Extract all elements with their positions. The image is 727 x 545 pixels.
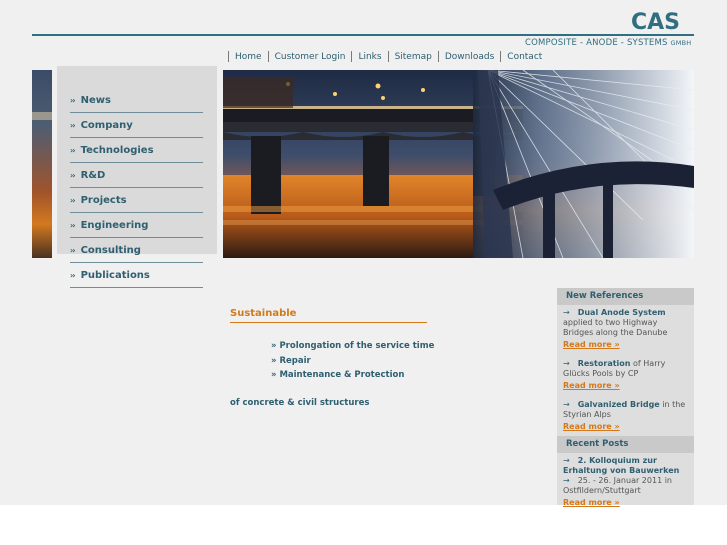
logo-subtitle <box>525 38 691 48</box>
sidebar-item-label: Projects <box>80 194 127 206</box>
top-navigation <box>222 51 542 62</box>
read-more-link[interactable]: Read more » <box>563 498 620 507</box>
read-more-link[interactable]: Read more » <box>563 422 620 431</box>
sidebar-item-technologies[interactable] <box>70 138 203 163</box>
reference-title: Dual Anode System <box>577 308 666 317</box>
nav-customer-login[interactable]: Customer Login <box>274 51 346 62</box>
posts-heading: Recent Posts <box>557 436 694 453</box>
hero-banner-image <box>223 70 694 258</box>
nav-separator <box>438 51 439 62</box>
sidebar-item-label: Company <box>80 119 133 131</box>
section-title: Sustainable <box>230 308 297 319</box>
double-chevron-icon: ›› <box>70 245 75 255</box>
bridge-deck-stripe <box>32 112 52 120</box>
post-text: 25. - 26. Januar 2011 in Ostfildern/Stuttgart <box>563 476 672 495</box>
section-title-underline <box>230 322 427 323</box>
arrow-right-icon: → <box>563 456 570 465</box>
nav-separator <box>268 51 269 62</box>
left-photo-strip <box>32 70 52 258</box>
list-item: » Repair <box>271 355 311 366</box>
sidebar-item-engineering[interactable] <box>70 213 203 238</box>
reference-text: of Harry Glücks Pools by CP <box>563 359 666 378</box>
double-chevron-icon: ›› <box>70 120 75 130</box>
double-chevron-icon: ›› <box>70 195 75 205</box>
arrow-right-icon: → <box>563 308 570 317</box>
arrow-right-icon: → <box>563 400 570 409</box>
service-list <box>271 339 434 383</box>
double-chevron-icon: ›› <box>70 220 75 230</box>
sidebar-item-label: R&D <box>80 169 106 181</box>
arrow-right-icon: → <box>563 476 570 485</box>
nav-links[interactable]: Links <box>358 51 382 62</box>
sidebar-navigation <box>70 88 203 288</box>
nav-separator <box>351 51 352 62</box>
post-title: 2. Kolloquium zur Erhaltung von Bauwerken <box>563 456 680 475</box>
reference-title: Galvanized Bridge <box>577 400 660 409</box>
sidebar-item-rnd[interactable] <box>70 163 203 188</box>
logo-gmbh: GMBH <box>670 39 692 47</box>
post-item <box>557 453 694 508</box>
right-column <box>557 288 694 505</box>
sidebar-item-label: Technologies <box>80 144 154 156</box>
sidebar-item-company[interactable] <box>70 113 203 138</box>
reference-item <box>557 397 694 432</box>
references-heading: New References <box>557 288 694 305</box>
double-chevron-icon: ›› <box>70 170 75 180</box>
sidebar-item-projects[interactable] <box>70 188 203 213</box>
arrow-right-icon: → <box>563 359 570 368</box>
sidebar-item-label: News <box>80 94 111 106</box>
double-chevron-icon: ›› <box>70 270 75 280</box>
sidebar-item-label: Engineering <box>80 219 149 231</box>
read-more-link[interactable]: Read more » <box>563 381 620 390</box>
bridge-illustration <box>223 70 694 258</box>
reference-item <box>557 305 694 350</box>
nav-home[interactable]: Home <box>235 51 262 62</box>
sidebar-item-label: Publications <box>80 269 150 281</box>
read-more-link[interactable]: Read more » <box>563 340 620 349</box>
header-rule <box>32 34 694 36</box>
sidebar-item-news[interactable] <box>70 88 203 113</box>
nav-sitemap[interactable]: Sitemap <box>394 51 432 62</box>
logo-subtitle-text: COMPOSITE - ANODE - SYSTEMS <box>525 38 668 48</box>
list-item: » Maintenance & Protection <box>271 370 405 380</box>
logo-cas[interactable]: CAS <box>631 10 681 35</box>
reference-item <box>557 356 694 391</box>
double-chevron-icon: ›› <box>70 145 75 155</box>
sidebar-item-label: Consulting <box>80 244 141 256</box>
sidebar-item-publications[interactable] <box>70 263 203 288</box>
nav-separator <box>388 51 389 62</box>
reference-text: applied to two Highway Bridges along the Danube <box>563 318 668 337</box>
nav-separator <box>228 51 229 62</box>
nav-separator <box>500 51 501 62</box>
nav-contact[interactable]: Contact <box>507 51 543 62</box>
list-item: » Prolongation of the service time <box>271 341 435 351</box>
reference-title: Restoration <box>577 359 631 368</box>
nav-downloads[interactable]: Downloads <box>444 51 495 62</box>
sidebar-item-consulting[interactable] <box>70 238 203 263</box>
reference-text: in the Styrian Alps <box>563 400 686 419</box>
tagline: of concrete & civil structures <box>230 398 370 408</box>
double-chevron-icon: ›› <box>70 95 75 105</box>
